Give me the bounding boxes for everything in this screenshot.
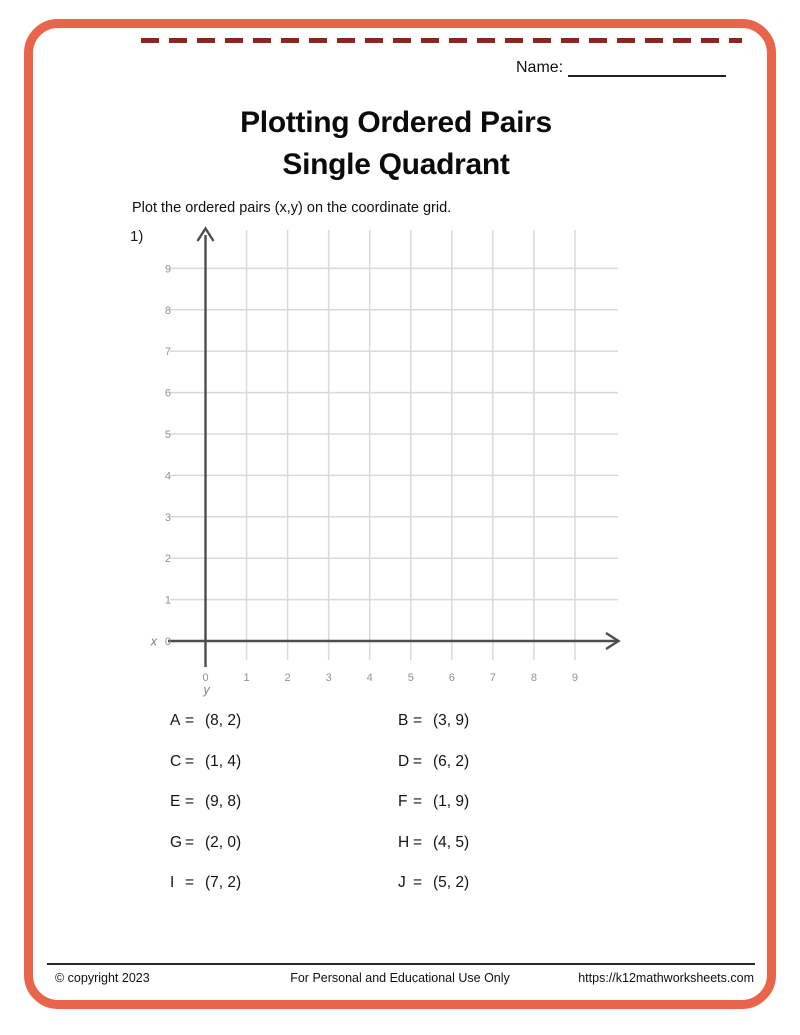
pair-equals: = <box>413 833 423 851</box>
footer-usage-note: For Personal and Educational Use Only <box>290 971 510 985</box>
pair-letter: F <box>398 793 408 811</box>
pair-equals: = <box>185 874 195 892</box>
pair-value: (9, 8) <box>205 793 242 811</box>
ordered-pairs-right-column <box>398 712 469 915</box>
ordered-pair-row <box>170 834 241 875</box>
x-axis-letter: x <box>150 634 157 649</box>
y-tick-label: 1 <box>164 594 171 607</box>
pair-equals: = <box>413 752 423 770</box>
pair-letter: A <box>170 712 181 729</box>
pair-value: (2, 0) <box>205 833 242 851</box>
name-block <box>516 58 726 77</box>
pair-equals: = <box>185 833 195 851</box>
ordered-pair-row <box>398 874 469 915</box>
x-tick-label: 8 <box>530 672 537 684</box>
footer-divider <box>47 963 755 965</box>
pair-letter: E <box>170 793 181 811</box>
pair-letter: C <box>170 752 182 770</box>
pair-letter: G <box>170 833 183 851</box>
pair-value: (7, 2) <box>205 874 242 892</box>
x-tick-label: 9 <box>571 672 579 684</box>
y-origin-tick-label: 0 <box>164 636 171 648</box>
x-tick-label: 4 <box>366 672 373 684</box>
pair-equals: = <box>413 712 423 729</box>
x-tick-label: 0 <box>202 672 209 684</box>
ordered-pair-row <box>170 753 241 794</box>
ordered-pair-row <box>170 874 241 915</box>
pair-equals: = <box>185 712 195 729</box>
y-tick-label: 3 <box>164 511 171 524</box>
pair-letter: H <box>398 833 410 851</box>
top-dash-pattern <box>141 38 742 43</box>
ordered-pair-row <box>398 834 469 875</box>
pair-letter: I <box>170 874 175 892</box>
name-blank-line <box>568 58 726 77</box>
y-tick-label: 4 <box>164 470 171 483</box>
pair-equals: = <box>413 793 423 811</box>
pair-equals: = <box>185 793 195 811</box>
x-tick-label: 7 <box>489 672 496 684</box>
x-tick-label: 5 <box>407 672 414 684</box>
pair-value: (8, 2) <box>205 712 242 729</box>
y-axis-letter: y <box>203 683 210 697</box>
pair-value: (6, 2) <box>433 752 470 770</box>
ordered-pairs-left-column <box>170 712 241 915</box>
title-line-2: Single Quadrant <box>282 148 510 181</box>
problem-number: 1) <box>130 228 144 245</box>
y-tick-label: 9 <box>164 263 171 276</box>
y-tick-label: 8 <box>164 304 171 317</box>
y-tick-label: 2 <box>164 553 171 566</box>
name-label: Name: <box>516 59 564 76</box>
pair-value: (3, 9) <box>433 712 470 729</box>
pair-value: (4, 5) <box>433 833 470 851</box>
x-tick-label: 1 <box>243 672 250 684</box>
ordered-pair-row <box>398 793 469 834</box>
x-tick-label: 6 <box>448 672 455 684</box>
footer-copyright: © copyright 2023 <box>55 971 150 985</box>
y-tick-label: 7 <box>164 346 171 359</box>
x-tick-label: 3 <box>325 672 332 684</box>
page-title <box>0 102 792 186</box>
pair-value: (1, 4) <box>205 752 242 770</box>
pair-letter: B <box>398 712 409 729</box>
y-tick-label: 6 <box>164 387 171 400</box>
footer-url: https://k12mathworksheets.com <box>578 971 754 985</box>
x-tick-label: 2 <box>284 672 291 684</box>
pair-equals: = <box>413 874 423 892</box>
pair-value: (5, 2) <box>433 874 470 892</box>
pair-value: (1, 9) <box>433 793 470 811</box>
ordered-pair-row <box>170 712 241 753</box>
instruction-text: Plot the ordered pairs (x,y) on the coordinate grid. <box>132 200 452 216</box>
pair-letter: J <box>398 874 406 892</box>
ordered-pair-row <box>398 712 469 753</box>
pair-letter: D <box>398 752 410 770</box>
pair-equals: = <box>185 752 195 770</box>
y-tick-label: 5 <box>164 429 171 441</box>
ordered-pair-row <box>170 793 241 834</box>
ordered-pair-row <box>398 753 469 794</box>
title-line-1: Plotting Ordered Pairs <box>240 106 552 139</box>
